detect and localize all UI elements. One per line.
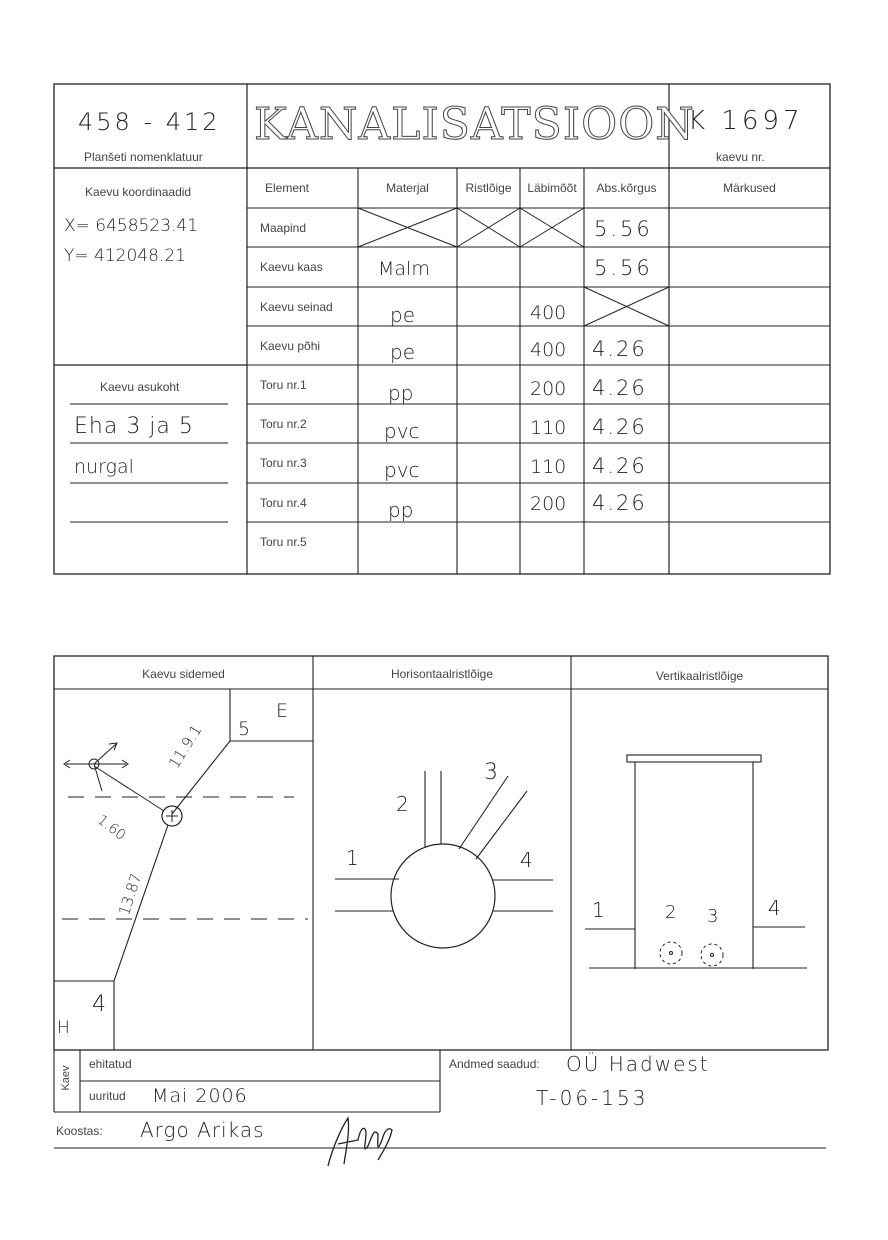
page-title: KANALISATSIOON [254, 99, 695, 150]
section-vertical-label: Vertikaalristlõige [655, 669, 744, 683]
col-header-ristloige: Ristlõige [465, 181, 512, 195]
plansheet-label: Planšeti nomenklatuur [84, 150, 203, 164]
row-element: Toru nr.2 [260, 417, 307, 431]
links-distance-2: 1.60 [94, 812, 129, 844]
signature [318, 1110, 398, 1174]
built-label: ehitatud [89, 1057, 132, 1071]
row-element: Kaevu põhi [260, 339, 321, 353]
horizontal-pipe-4: 4 [520, 848, 533, 872]
section-horizontal-label: Horisontaalristlõige [390, 667, 494, 681]
footer-side-label: Kaev [60, 1065, 72, 1091]
vertical-section-sketch [571, 689, 828, 1050]
location-label: Kaevu asukoht [100, 380, 180, 394]
row-abs: 4.26 [592, 454, 647, 478]
horizontal-pipe-2: 2 [396, 792, 409, 816]
row-materjal: Malm [378, 258, 430, 280]
data-source-label: Andmed saadud: [449, 1057, 540, 1071]
row-materjal: pvc [384, 458, 420, 482]
coord-x: X= 6458523.41 [64, 216, 199, 236]
row-materjal: pe [390, 340, 415, 364]
pipe-2-section [660, 942, 682, 964]
well-circle [391, 844, 495, 948]
location-line-2: nurgal [74, 456, 134, 478]
author-label: Koostas: [56, 1124, 103, 1138]
well-number-value: K 1697 [688, 106, 804, 136]
links-well-5: 5 [238, 718, 251, 740]
pipe-3-section [701, 944, 723, 966]
row-abs: 4.26 [592, 491, 647, 515]
row-labimoot: 200 [530, 493, 567, 515]
row-element: Maapind [260, 221, 307, 235]
links-distance-3: 13.87 [115, 871, 146, 918]
row-labimoot: 200 [530, 378, 567, 400]
col-header-element: Element [264, 181, 310, 195]
vertical-pipe-3: 3 [707, 906, 719, 927]
row-abs: 5.56 [594, 256, 653, 280]
row-abs: 4.26 [592, 376, 647, 400]
row-labimoot: 110 [530, 417, 567, 439]
col-header-labimoot: Läbimõõt [527, 181, 577, 195]
row-element: Toru nr.3 [260, 456, 307, 470]
vertical-pipe-2: 2 [665, 902, 677, 923]
links-letter-e: E [276, 700, 289, 722]
coords-label: Kaevu koordinaadid [85, 185, 192, 199]
horizontal-pipe-3: 3 [484, 760, 498, 785]
row-element: Kaevu kaas [260, 260, 323, 274]
row-element: Toru nr.4 [260, 496, 307, 510]
links-letter-h: H [57, 1018, 70, 1038]
row-labimoot: 400 [530, 302, 567, 324]
surveyed-value: Mai 2006 [152, 1085, 248, 1107]
vertical-pipe-1: 1 [592, 898, 605, 922]
author-value: Argo Arikas [140, 1118, 265, 1142]
data-source-code: T-06-153 [536, 1086, 649, 1110]
vertical-pipe-4: 4 [768, 896, 781, 920]
well-number-label: kaevu nr. [716, 150, 765, 164]
row-labimoot: 110 [530, 456, 567, 478]
col-header-materjal: Materjal [386, 181, 429, 195]
data-source-value: OÜ Hadwest [566, 1052, 710, 1076]
links-well-4: 4 [92, 992, 106, 1017]
location-line-1: Eha 3 ja 5 [74, 414, 194, 439]
col-header-abs: Abs.kõrgus [596, 181, 657, 195]
row-abs: 4.26 [592, 415, 647, 439]
links-distance-1: 11.9.1 [165, 721, 206, 772]
row-materjal: pp [388, 498, 414, 522]
horizontal-pipe-1: 1 [346, 846, 359, 870]
section-links-label: Kaevu sidemed [142, 667, 225, 681]
plansheet-value: 458 - 412 [78, 108, 221, 136]
coord-y: Y= 412048.21 [64, 246, 186, 266]
col-header-markused: Märkused [723, 181, 776, 195]
row-element: Toru nr.5 [260, 535, 307, 549]
row-materjal: pe [390, 303, 415, 327]
row-element: Toru nr.1 [260, 378, 307, 392]
row-labimoot: 400 [530, 339, 567, 361]
row-abs: 4.26 [592, 337, 647, 361]
row-materjal: pvc [384, 419, 420, 443]
row-element: Kaevu seinad [260, 300, 333, 314]
row-abs: 5.56 [594, 217, 653, 241]
surveyed-label: uuritud [89, 1089, 126, 1103]
row-materjal: pp [388, 381, 414, 405]
